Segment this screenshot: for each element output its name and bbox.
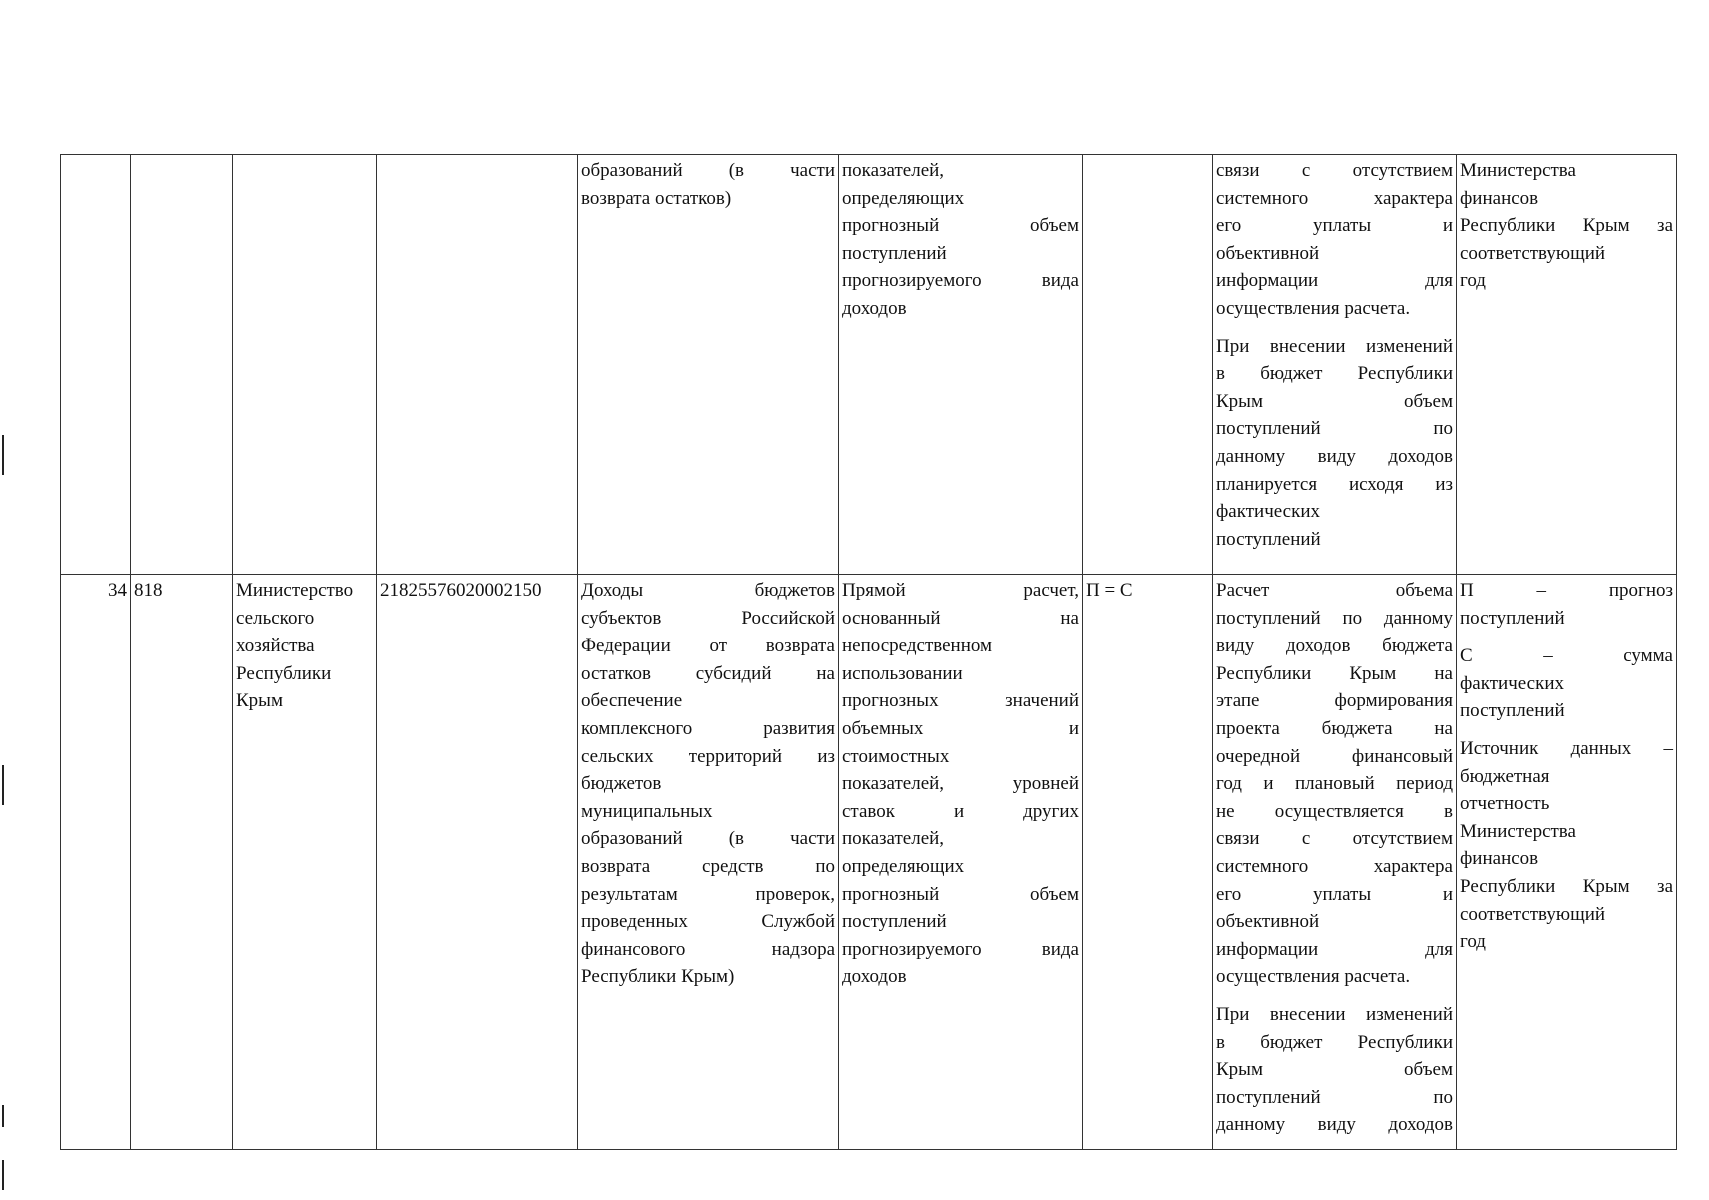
cell-description: [1457, 575, 1677, 1150]
text-line: Расчет объема: [1216, 580, 1453, 601]
text-line: фактических: [1216, 501, 1320, 523]
scan-mark: [2, 435, 4, 475]
text-line: системного характера: [1216, 187, 1453, 209]
text-line: С – сумма: [1460, 645, 1673, 667]
text-line: доходов: [842, 966, 907, 988]
text-line: Республики Крым на: [1216, 662, 1453, 684]
text-line: поступлений по: [1216, 418, 1453, 440]
text-line: муниципальных: [581, 800, 713, 822]
text-line: субъектов Российской: [581, 607, 835, 629]
text-line: бюджетов: [581, 773, 662, 795]
text-line: Министерства: [1460, 160, 1576, 181]
text-line: соответствующий: [1460, 903, 1606, 925]
cell-kbk: [377, 155, 578, 575]
text-line: проекта бюджета на: [1216, 717, 1453, 739]
cell-income-name: [578, 575, 839, 1150]
text-line: поступлений: [842, 242, 947, 264]
text-line: При внесении изменений: [1216, 335, 1453, 357]
text-line: Республики: [236, 662, 332, 684]
cell-algorithm: [1213, 575, 1457, 1150]
text-line: определяющих: [842, 855, 965, 877]
text-line: объемных и: [842, 717, 1079, 739]
text-line: связи с отсутствием: [1216, 828, 1453, 850]
cell-admin-code: 818: [131, 575, 233, 1150]
text-line: информации для: [1216, 938, 1453, 960]
text-line: показателей, уровней: [842, 773, 1079, 795]
text-line: сельских территорий из: [581, 745, 835, 767]
cell-description: [1457, 155, 1677, 575]
text-line: данному виду доходов: [1216, 1114, 1453, 1136]
cell-admin-code: [131, 155, 233, 575]
text-line: результатам проверок,: [581, 883, 835, 905]
scan-mark: [2, 765, 4, 805]
text-line: планируется исходя из: [1216, 473, 1453, 495]
cell-kbk: 21825576020002150: [377, 575, 578, 1150]
text-line: очередной финансовый: [1216, 745, 1453, 767]
text-line: год: [1460, 270, 1486, 292]
text-line: поступлений по данному: [1216, 607, 1453, 629]
cell-num: 34: [61, 575, 131, 1150]
cell-admin-name: [233, 155, 377, 575]
text-line: основанный на: [842, 607, 1079, 629]
table-row: [61, 575, 1677, 1150]
cell-formula: [1083, 155, 1213, 575]
cell-admin-name: [233, 575, 377, 1150]
text-line: проведенных Службой: [581, 911, 835, 933]
text-line: хозяйства: [236, 635, 315, 657]
text-line: осуществления расчета.: [1216, 297, 1411, 319]
text-line: прогнозируемого вида: [842, 270, 1079, 292]
scan-mark: [2, 1105, 4, 1127]
cell-income-name: [578, 155, 839, 575]
cell-num: [61, 155, 131, 575]
text-line: информации для: [1216, 270, 1453, 292]
scan-mark: [2, 1160, 4, 1190]
text-line: его уплаты и: [1216, 215, 1453, 237]
text-line: Источник данных –: [1460, 737, 1673, 759]
text-line: комплексного развития: [581, 717, 835, 739]
cell-algorithm: [1213, 155, 1457, 575]
text-line: системного характера: [1216, 855, 1453, 877]
table-row: [61, 155, 1677, 575]
text-line: Республики Крым): [581, 966, 735, 988]
text-line: виду доходов бюджета: [1216, 635, 1453, 657]
text-line: Республики Крым за: [1460, 875, 1673, 897]
text-line: поступлений: [1460, 700, 1565, 722]
text-line: При внесении изменений: [1216, 1003, 1453, 1025]
text-line: сельского: [236, 607, 315, 629]
text-line: Федерации от возврата: [581, 635, 835, 657]
text-line: поступлений: [842, 911, 947, 933]
text-line: поступлений: [1460, 607, 1565, 629]
text-line: определяющих: [842, 187, 965, 209]
text-line: стоимостных: [842, 745, 950, 767]
text-line: не осуществляется в: [1216, 800, 1453, 822]
cell-method: [839, 155, 1083, 575]
text-line: возврата средств по: [581, 855, 835, 877]
cell-method: [839, 575, 1083, 1150]
text-line: Крым: [236, 690, 283, 712]
text-line: объективной: [1216, 242, 1320, 264]
text-line: прогнозных значений: [842, 690, 1079, 712]
text-line: ставок и других: [842, 800, 1079, 822]
text-line: финансов: [1460, 187, 1539, 209]
text-line: его уплаты и: [1216, 883, 1453, 905]
income-forecast-table: [60, 154, 1677, 1150]
text-line: показателей,: [842, 160, 945, 181]
text-line: отчетность: [1460, 793, 1550, 815]
text-line: финансового надзора: [581, 938, 835, 960]
text-line: финансов: [1460, 848, 1539, 870]
text-line: прогнозный объем: [842, 883, 1079, 905]
text-line: обеспечение: [581, 690, 683, 712]
text-line: осуществления расчета.: [1216, 966, 1411, 988]
text-line: этапе формирования: [1216, 690, 1453, 712]
text-line: в бюджет Республики: [1216, 363, 1453, 385]
text-line: данному виду доходов: [1216, 445, 1453, 467]
text-line: Министерства: [1460, 820, 1576, 842]
text-line: Республики Крым за: [1460, 215, 1673, 237]
text-line: Прямой расчет,: [842, 580, 1079, 601]
text-line: использовании: [842, 662, 963, 684]
text-line: год: [1460, 931, 1486, 953]
text-line: бюджетная: [1460, 765, 1550, 787]
text-line: год и плановый период: [1216, 773, 1453, 795]
text-line: объективной: [1216, 911, 1320, 933]
text-line: прогнозируемого вида: [842, 938, 1079, 960]
text-line: возврата остатков): [581, 187, 732, 209]
text-line: П – прогноз: [1460, 580, 1673, 601]
text-line: показателей,: [842, 828, 945, 850]
text-line: фактических: [1460, 672, 1564, 694]
text-line: образований (в части: [581, 828, 835, 850]
text-line: соответствующий: [1460, 242, 1606, 264]
text-line: остатков субсидий на: [581, 662, 835, 684]
text-line: в бюджет Республики: [1216, 1031, 1453, 1053]
text-line: Доходы бюджетов: [581, 580, 835, 601]
text-line: доходов: [842, 297, 907, 319]
text-line: Крым объем: [1216, 390, 1453, 412]
text-line: Крым объем: [1216, 1059, 1453, 1081]
text-line: Министерство: [236, 580, 354, 601]
text-line: образований (в части: [581, 160, 835, 181]
text-line: поступлений по: [1216, 1086, 1453, 1108]
text-line: связи с отсутствием: [1216, 160, 1453, 181]
text-line: непосредственном: [842, 635, 993, 657]
text-line: поступлений: [1216, 528, 1321, 550]
text-line: прогнозный объем: [842, 215, 1079, 237]
cell-formula: П = С: [1083, 575, 1213, 1150]
